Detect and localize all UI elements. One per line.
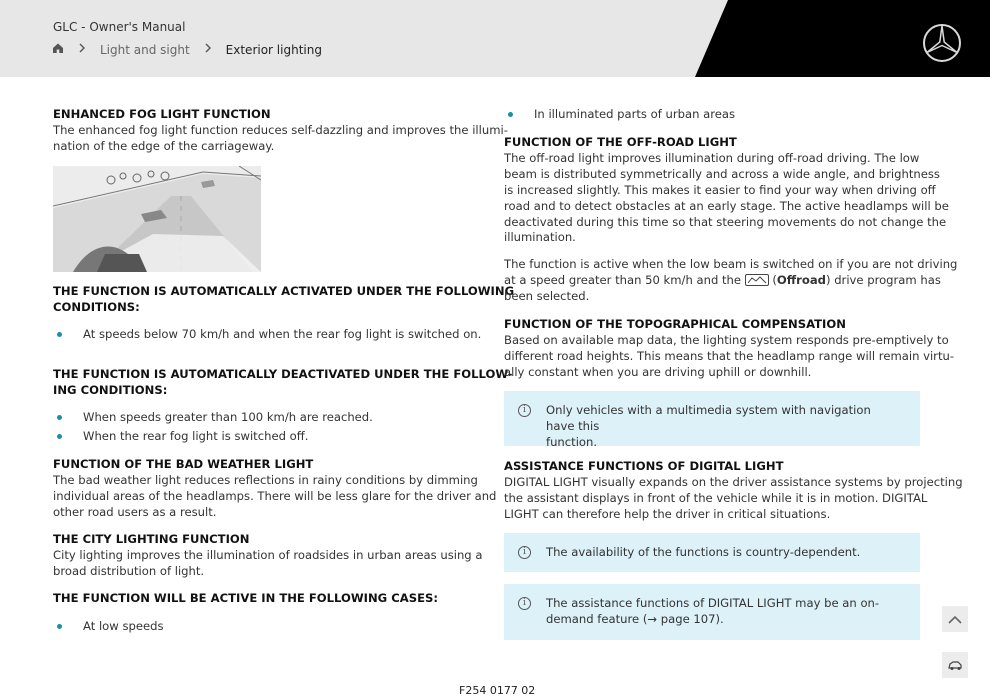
topo-text-1: Based on available map data, the lighting system responds pre-emptively to xyxy=(504,333,949,347)
section-heading-offroad: FUNCTION OF THE OFF-ROAD LIGHT xyxy=(504,135,737,149)
home-icon[interactable] xyxy=(52,42,64,57)
offroad-text-2: beam is distributed symmetrically and across a wide angle, and brightness xyxy=(504,167,940,181)
section-heading-bad-weather: FUNCTION OF THE BAD WEATHER LIGHT xyxy=(53,457,314,471)
offroad-para2-1: The function is active when the low beam is switched on if you are not driving xyxy=(504,257,958,271)
bad-weather-text-2: individual areas of the headlamps. There will be less glare for the driver and xyxy=(53,489,497,503)
offroad-drive-program-icon xyxy=(745,274,769,286)
heading-deactivated-2: ING CONDITIONS: xyxy=(53,383,168,397)
chevron-right-icon xyxy=(204,42,212,57)
info-icon: i xyxy=(518,546,531,559)
offroad-para2-3: been selected. xyxy=(504,289,590,303)
page-header xyxy=(0,0,990,77)
breadcrumb xyxy=(52,42,322,57)
bullet-dot-icon xyxy=(57,434,62,439)
info-note-navigation: i Only vehicles with a multimedia system with navigation have this function. xyxy=(504,391,920,446)
bullet-dot-icon xyxy=(57,332,62,337)
brand-star-logo[interactable] xyxy=(922,23,962,63)
info-icon: i xyxy=(518,597,531,610)
list-item: At speeds below 70 km/h and when the rear fog light is switched on. xyxy=(83,326,481,342)
vehicle-view-button[interactable] xyxy=(942,652,968,678)
header-black-band xyxy=(0,0,990,77)
section-heading-topo: FUNCTION OF THE TOPOGRAPHICAL COMPENSATION xyxy=(504,317,846,331)
offroad-text-1: The off-road light improves illumination during off-road driving. The low xyxy=(504,151,920,165)
figure-code: F254 0177 02 xyxy=(459,684,536,697)
city-text-2: broad distribution of light. xyxy=(53,564,205,578)
scroll-to-top-button[interactable] xyxy=(942,606,968,632)
info-note-country: i The availability of the functions is country-dependent. xyxy=(504,533,920,572)
breadcrumb-item-exterior-lighting: Exterior lighting xyxy=(225,42,322,57)
breadcrumb-item-light-and-sight[interactable]: Light and sight xyxy=(100,42,190,57)
section-heading-city: THE CITY LIGHTING FUNCTION xyxy=(53,532,250,546)
digital-text-3: LIGHT can therefore help the driver in critical situations. xyxy=(504,507,831,521)
offroad-text-4: road and to detect obstacles at an early stage. The active headlamps will be xyxy=(504,199,949,213)
list-item: At low speeds xyxy=(83,618,164,634)
offroad-text-6: illumination. xyxy=(504,230,576,244)
car-icon xyxy=(947,659,963,671)
bullet-dot-icon xyxy=(57,415,62,420)
offroad-text-3: is increased slightly. This makes it easier to find your way when driving off xyxy=(504,183,936,197)
page-link[interactable]: demand feature (→ page 107). xyxy=(546,612,724,626)
city-text-1: City lighting improves the illumination of roadsides in urban areas using a xyxy=(53,548,483,562)
bullet-dot-icon xyxy=(57,624,62,629)
document-title: GLC - Owner's Manual xyxy=(53,20,186,34)
list-item: When speeds greater than 100 km/h are reached. xyxy=(83,409,373,425)
fog-light-illustration xyxy=(53,166,261,272)
section-heading-active-cases: THE FUNCTION WILL BE ACTIVE IN THE FOLLOWING CASES: xyxy=(53,591,438,605)
offroad-para2-2: at a speed greater than 50 km/h and the (Offroad) drive program has xyxy=(504,273,941,287)
enhanced-fog-text-2: nation of the edge of the carriageway. xyxy=(53,139,275,153)
offroad-text-5: deactivated during this time so that steering movements do not change the xyxy=(504,215,947,229)
info-note-on-demand: i The assistance functions of DIGITAL LIGHT may be an on- demand feature (→ page 107). xyxy=(504,584,920,640)
bad-weather-text-3: other road users as a result. xyxy=(53,505,217,519)
digital-text-2: the assistant displays in front of the vehicle while it is in motion. DIGITAL xyxy=(504,491,928,505)
bullet-dot-icon xyxy=(508,112,513,117)
section-heading-enhanced-fog: ENHANCED FOG LIGHT FUNCTION xyxy=(53,107,271,121)
chevron-right-icon xyxy=(78,42,86,57)
bad-weather-text-1: The bad weather light reduces reflections in rainy conditions by dimming xyxy=(53,473,478,487)
heading-activated-2: CONDITIONS: xyxy=(53,300,140,314)
heading-deactivated-1: THE FUNCTION IS AUTOMATICALLY DEACTIVATED UNDER THE FOLLOW- xyxy=(53,367,513,381)
enhanced-fog-text-1: The enhanced fog light function reduces self-dazzling and improves the illumi- xyxy=(53,123,508,137)
topo-text-3: ally constant when you are driving uphill or downhill. xyxy=(504,365,812,379)
info-icon: i xyxy=(518,404,531,417)
section-heading-digital-light: ASSISTANCE FUNCTIONS OF DIGITAL LIGHT xyxy=(504,459,784,473)
topo-text-2: different road heights. This means that the headlamp range will remain virtu- xyxy=(504,349,955,363)
list-item: When the rear fog light is switched off. xyxy=(83,428,308,444)
heading-activated-1: THE FUNCTION IS AUTOMATICALLY ACTIVATED UNDER THE FOLLOWING xyxy=(53,284,515,298)
digital-text-1: DIGITAL LIGHT visually expands on the driver assistance systems by projecting xyxy=(504,475,963,489)
chevron-up-icon xyxy=(948,615,962,624)
list-item: In illuminated parts of urban areas xyxy=(534,106,735,122)
